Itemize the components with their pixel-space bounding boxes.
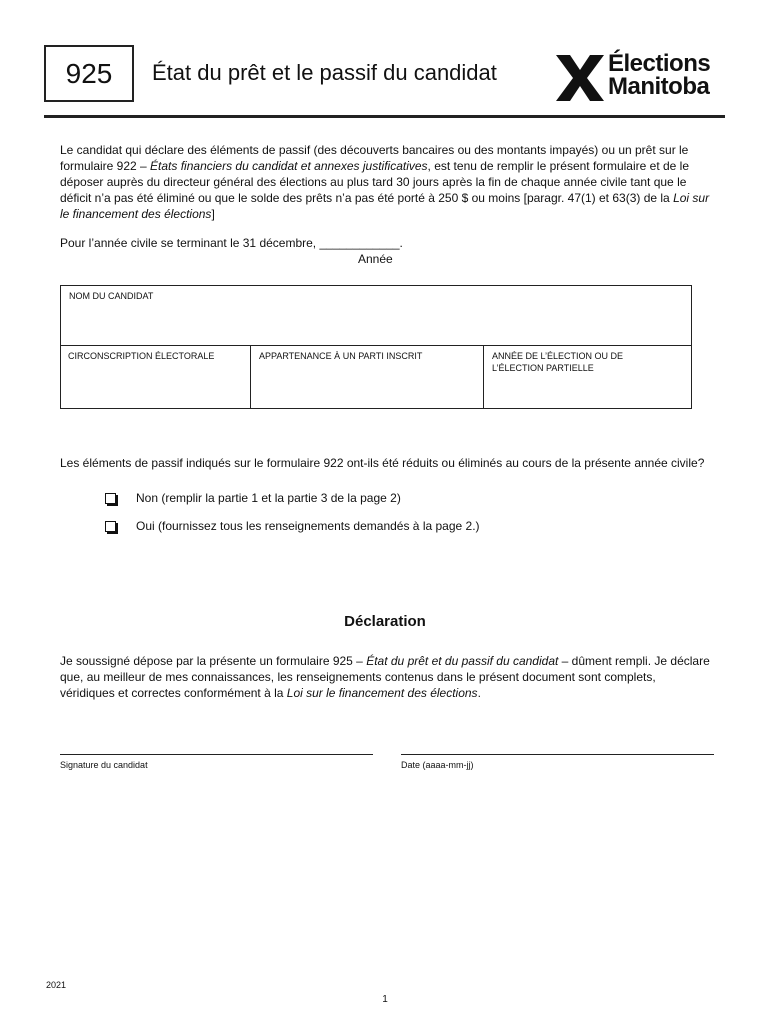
election-year-label: ANNÉE DE L’ÉLECTION OU DE L’ÉLECTION PARTIELLE (492, 351, 624, 373)
declaration-text: Je soussigné dépose par la présente un formulaire 925 – État du prêt et du passif du candidat – dûment rempli. Je déclare que, au meilleur de mes connaissances, les renseignements contenus dans le présent document sont complets, véridiques et correctes conformément à la Loi sur le financement des élections. (60, 654, 710, 700)
date-line[interactable] (401, 754, 714, 755)
option-yes-label: Oui (fournissez tous les renseignements demandés à la page 2.) (136, 519, 480, 533)
option-no[interactable] (105, 491, 401, 505)
elections-manitoba-logo (556, 52, 736, 104)
header-rule (44, 115, 725, 118)
candidate-signature-line[interactable] (60, 754, 373, 755)
x-logo-icon (556, 55, 604, 101)
intro-paragraph: Le candidat qui déclare des éléments de passif (des découverts bancaires ou des montants impayés) ou un prêt sur le formulaire 922 – États financiers du candidat et annexes justificatives, est tenu de remplir le présent formulaire et de le déposer auprès du directeur général des élections au plus tard 30 jours après la fin de chaque année civile tant que le déficit n’a pas été éliminé ou que le solde des prêts n’a pas été porté à 250 $ ou moins [paragr. 47(1) et 63(3) de la Loi sur le financement des élections] (60, 143, 710, 221)
party-affiliation-field[interactable] (251, 346, 482, 408)
footer-year: 2021 (46, 980, 67, 990)
form-number: 925 (65, 57, 113, 89)
candidate-name-label: NOM DU CANDIDAT (69, 291, 154, 301)
logo-line-1: Élections (608, 50, 711, 77)
logo-line-2: Manitoba (608, 73, 710, 100)
year-label: Année (358, 252, 393, 266)
date-label: Date (aaaa-mm-jj) (401, 760, 474, 770)
party-affiliation-label: APPARTENANCE À UN PARTI INSCRIT (259, 351, 423, 361)
liabilities-question: Les éléments de passif indiqués sur le formulaire 922 ont-ils été réduits ou éliminés au cours de la présente année civile? (60, 456, 705, 470)
form-title: État du prêt et le passif du candidat (152, 60, 497, 85)
page-number: 1 (382, 994, 388, 1005)
calendar-year-line[interactable]: Pour l’année civile se terminant le 31 décembre, ____________. (60, 236, 403, 250)
electoral-district-label: CIRCONSCRIPTION ÉLECTORALE (68, 351, 215, 361)
checkbox-yes[interactable] (105, 521, 116, 532)
checkbox-no[interactable] (105, 493, 116, 504)
electoral-district-field[interactable] (61, 346, 249, 408)
candidate-name-field[interactable] (61, 286, 691, 344)
election-year-field[interactable] (484, 346, 691, 408)
candidate-signature-label: Signature du candidat (60, 760, 148, 770)
form-number-box (44, 45, 134, 102)
option-yes[interactable] (105, 519, 480, 533)
option-no-label: Non (remplir la partie 1 et la partie 3 de la page 2) (136, 491, 401, 505)
declaration-heading: Déclaration (344, 613, 426, 630)
